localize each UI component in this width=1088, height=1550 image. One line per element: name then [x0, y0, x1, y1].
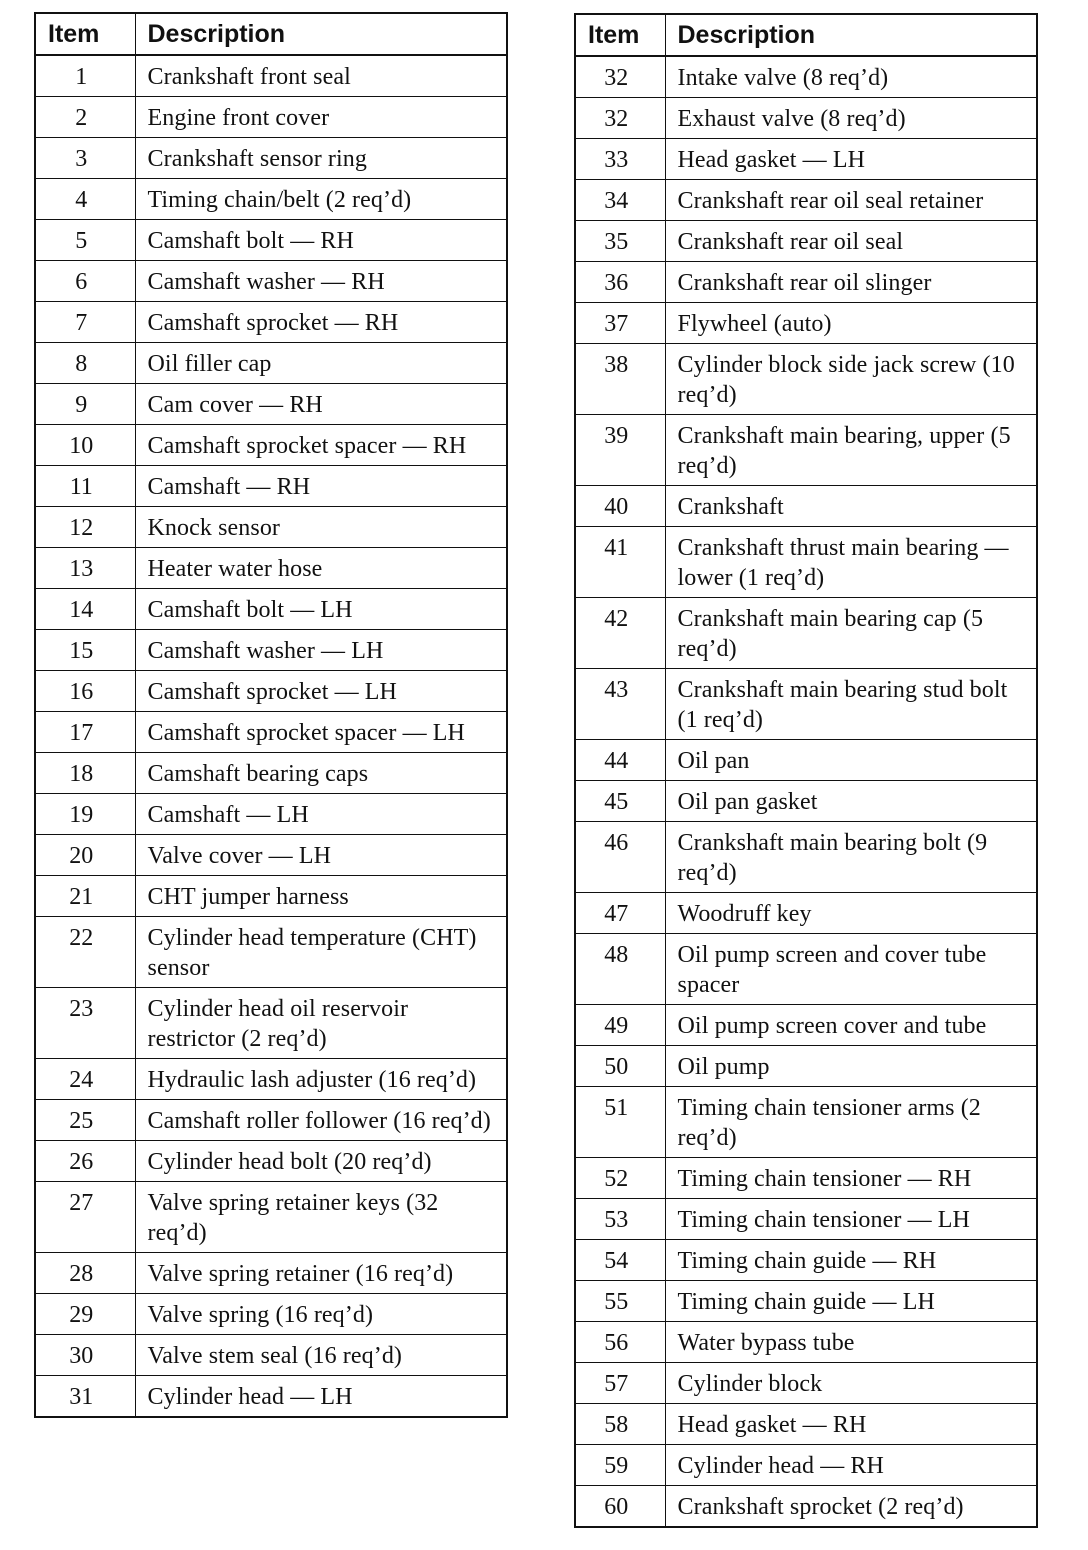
item-number: 39 — [575, 415, 665, 486]
item-number: 48 — [575, 934, 665, 1005]
table-row — [35, 589, 507, 630]
item-description: Camshaft sprocket — RH — [135, 302, 507, 343]
header-row — [35, 13, 507, 55]
item-description: Oil pump screen and cover tube spacer — [665, 934, 1037, 1005]
table-row — [575, 486, 1037, 527]
table-row — [575, 344, 1037, 415]
item-number: 22 — [35, 917, 135, 988]
table-row — [575, 1087, 1037, 1158]
table-row — [575, 1363, 1037, 1404]
table-row — [575, 221, 1037, 262]
item-description: Timing chain/belt (2 req’d) — [135, 179, 507, 220]
item-description: Exhaust valve (8 req’d) — [665, 98, 1037, 139]
item-description: Engine front cover — [135, 97, 507, 138]
item-number: 52 — [575, 1158, 665, 1199]
item-description: Oil pan gasket — [665, 781, 1037, 822]
table-row — [575, 669, 1037, 740]
item-number: 12 — [35, 507, 135, 548]
item-number: 7 — [35, 302, 135, 343]
item-description: Camshaft sprocket — LH — [135, 671, 507, 712]
item-description: Cylinder head — RH — [665, 1445, 1037, 1486]
item-description: Valve stem seal (16 req’d) — [135, 1335, 507, 1376]
table-row — [575, 740, 1037, 781]
item-description: Crankshaft front seal — [135, 55, 507, 97]
item-description: Camshaft — LH — [135, 794, 507, 835]
table-row — [575, 98, 1037, 139]
item-description: Valve spring retainer keys (32 req’d) — [135, 1182, 507, 1253]
item-number: 20 — [35, 835, 135, 876]
item-description: Cylinder head temperature (CHT) sensor — [135, 917, 507, 988]
description-column-header: Description — [135, 13, 507, 55]
table-row — [35, 671, 507, 712]
item-description: Crankshaft main bearing stud bolt (1 req’d) — [665, 669, 1037, 740]
item-description: Cylinder head bolt (20 req’d) — [135, 1141, 507, 1182]
item-description: Cylinder head oil reservoir restrictor (2 req’d) — [135, 988, 507, 1059]
item-number: 44 — [575, 740, 665, 781]
item-description: Heater water hose — [135, 548, 507, 589]
table-row — [35, 1335, 507, 1376]
table-row — [575, 180, 1037, 221]
table-row — [575, 1005, 1037, 1046]
parts-table-left — [34, 12, 508, 1418]
item-number: 5 — [35, 220, 135, 261]
item-description: Camshaft sprocket spacer — RH — [135, 425, 507, 466]
item-description: Crankshaft rear oil slinger — [665, 262, 1037, 303]
table-row — [575, 1322, 1037, 1363]
table-row — [35, 794, 507, 835]
item-number: 31 — [35, 1376, 135, 1418]
table-row — [575, 56, 1037, 98]
item-description: Flywheel (auto) — [665, 303, 1037, 344]
parts-list-right — [575, 56, 1037, 1527]
table-row — [575, 1486, 1037, 1528]
item-description: Crankshaft main bearing bolt (9 req’d) — [665, 822, 1037, 893]
table-row — [575, 781, 1037, 822]
item-description: Timing chain guide — RH — [665, 1240, 1037, 1281]
item-number: 25 — [35, 1100, 135, 1141]
table-row — [575, 934, 1037, 1005]
item-description: Knock sensor — [135, 507, 507, 548]
item-number: 46 — [575, 822, 665, 893]
item-number: 27 — [35, 1182, 135, 1253]
table-row — [35, 548, 507, 589]
item-description: CHT jumper harness — [135, 876, 507, 917]
table-row — [575, 139, 1037, 180]
item-number: 43 — [575, 669, 665, 740]
table-row — [575, 598, 1037, 669]
table-row — [575, 262, 1037, 303]
item-number: 54 — [575, 1240, 665, 1281]
item-number: 15 — [35, 630, 135, 671]
table-row — [35, 507, 507, 548]
item-number: 32 — [575, 56, 665, 98]
item-column-header: Item — [575, 14, 665, 56]
table-row — [35, 55, 507, 97]
table-row — [35, 988, 507, 1059]
item-number: 32 — [575, 98, 665, 139]
item-description: Crankshaft thrust main bearing — lower (1 req’d) — [665, 527, 1037, 598]
item-description: Crankshaft sensor ring — [135, 138, 507, 179]
item-number: 59 — [575, 1445, 665, 1486]
table-row — [35, 630, 507, 671]
item-number: 29 — [35, 1294, 135, 1335]
item-description: Cylinder block — [665, 1363, 1037, 1404]
item-description: Valve cover — LH — [135, 835, 507, 876]
item-description: Woodruff key — [665, 893, 1037, 934]
table-row — [575, 1199, 1037, 1240]
item-number: 40 — [575, 486, 665, 527]
item-number: 17 — [35, 712, 135, 753]
item-number: 13 — [35, 548, 135, 589]
table-row — [575, 1445, 1037, 1486]
table-row — [575, 527, 1037, 598]
item-number: 34 — [575, 180, 665, 221]
item-description: Cam cover — RH — [135, 384, 507, 425]
item-description: Cylinder block side jack screw (10 req’d) — [665, 344, 1037, 415]
item-number: 49 — [575, 1005, 665, 1046]
item-description: Intake valve (8 req’d) — [665, 56, 1037, 98]
item-number: 10 — [35, 425, 135, 466]
table-row — [35, 753, 507, 794]
item-description: Head gasket — LH — [665, 139, 1037, 180]
item-number: 47 — [575, 893, 665, 934]
table-row — [35, 302, 507, 343]
item-description: Camshaft roller follower (16 req’d) — [135, 1100, 507, 1141]
item-number: 58 — [575, 1404, 665, 1445]
item-description: Hydraulic lash adjuster (16 req’d) — [135, 1059, 507, 1100]
item-description: Crankshaft rear oil seal — [665, 221, 1037, 262]
table-row — [35, 1182, 507, 1253]
item-description: Oil pan — [665, 740, 1037, 781]
item-description: Oil filler cap — [135, 343, 507, 384]
table-row — [35, 1059, 507, 1100]
item-description: Head gasket — RH — [665, 1404, 1037, 1445]
item-description: Camshaft — RH — [135, 466, 507, 507]
item-description: Crankshaft main bearing, upper (5 req’d) — [665, 415, 1037, 486]
item-description: Crankshaft main bearing cap (5 req’d) — [665, 598, 1037, 669]
item-description: Camshaft washer — RH — [135, 261, 507, 302]
item-number: 56 — [575, 1322, 665, 1363]
table-row — [35, 384, 507, 425]
item-number: 4 — [35, 179, 135, 220]
item-number: 26 — [35, 1141, 135, 1182]
item-number: 42 — [575, 598, 665, 669]
item-number: 35 — [575, 221, 665, 262]
table-row — [575, 1281, 1037, 1322]
table-row — [35, 466, 507, 507]
item-number: 36 — [575, 262, 665, 303]
table-row — [35, 220, 507, 261]
item-description: Timing chain tensioner arms (2 req’d) — [665, 1087, 1037, 1158]
table-row — [575, 893, 1037, 934]
item-description: Timing chain tensioner — LH — [665, 1199, 1037, 1240]
item-column-header: Item — [35, 13, 135, 55]
item-number: 38 — [575, 344, 665, 415]
item-number: 41 — [575, 527, 665, 598]
header-row — [575, 14, 1037, 56]
table-row — [35, 1100, 507, 1141]
item-description: Oil pump screen cover and tube — [665, 1005, 1037, 1046]
item-description: Camshaft bearing caps — [135, 753, 507, 794]
table-row — [35, 1141, 507, 1182]
item-number: 57 — [575, 1363, 665, 1404]
item-description: Camshaft bolt — LH — [135, 589, 507, 630]
item-description: Timing chain tensioner — RH — [665, 1158, 1037, 1199]
table-row — [575, 1404, 1037, 1445]
item-number: 21 — [35, 876, 135, 917]
table-row — [575, 303, 1037, 344]
item-number: 2 — [35, 97, 135, 138]
item-number: 37 — [575, 303, 665, 344]
table-row — [35, 917, 507, 988]
item-number: 8 — [35, 343, 135, 384]
table-row — [35, 343, 507, 384]
table-row — [575, 1158, 1037, 1199]
item-description: Camshaft sprocket spacer — LH — [135, 712, 507, 753]
table-row — [35, 712, 507, 753]
item-number: 14 — [35, 589, 135, 630]
item-description: Valve spring retainer (16 req’d) — [135, 1253, 507, 1294]
item-description: Cylinder head — LH — [135, 1376, 507, 1418]
table-row — [575, 822, 1037, 893]
table-row — [35, 1253, 507, 1294]
item-description: Camshaft washer — LH — [135, 630, 507, 671]
item-number: 24 — [35, 1059, 135, 1100]
item-number: 3 — [35, 138, 135, 179]
table-row — [35, 425, 507, 466]
item-description: Crankshaft — [665, 486, 1037, 527]
item-number: 51 — [575, 1087, 665, 1158]
table-row — [35, 97, 507, 138]
item-number: 60 — [575, 1486, 665, 1528]
item-description: Oil pump — [665, 1046, 1037, 1087]
item-description: Valve spring (16 req’d) — [135, 1294, 507, 1335]
table-row — [35, 1294, 507, 1335]
item-number: 30 — [35, 1335, 135, 1376]
item-number: 16 — [35, 671, 135, 712]
item-description: Crankshaft rear oil seal retainer — [665, 180, 1037, 221]
item-number: 28 — [35, 1253, 135, 1294]
table-row — [35, 1376, 507, 1418]
item-number: 6 — [35, 261, 135, 302]
item-number: 55 — [575, 1281, 665, 1322]
table-row — [575, 1046, 1037, 1087]
item-number: 50 — [575, 1046, 665, 1087]
item-number: 19 — [35, 794, 135, 835]
item-description: Timing chain guide — LH — [665, 1281, 1037, 1322]
item-description: Water bypass tube — [665, 1322, 1037, 1363]
table-row — [35, 876, 507, 917]
item-number: 45 — [575, 781, 665, 822]
parts-list-left — [35, 55, 507, 1417]
table-row — [35, 261, 507, 302]
description-column-header: Description — [665, 14, 1037, 56]
item-number: 53 — [575, 1199, 665, 1240]
item-description: Camshaft bolt — RH — [135, 220, 507, 261]
table-row — [35, 179, 507, 220]
item-number: 18 — [35, 753, 135, 794]
parts-table-right — [574, 13, 1038, 1528]
table-row — [575, 415, 1037, 486]
table-row — [35, 138, 507, 179]
table-row — [35, 835, 507, 876]
table-row — [575, 1240, 1037, 1281]
item-description: Crankshaft sprocket (2 req’d) — [665, 1486, 1037, 1528]
item-number: 11 — [35, 466, 135, 507]
item-number: 1 — [35, 55, 135, 97]
item-number: 33 — [575, 139, 665, 180]
item-number: 9 — [35, 384, 135, 425]
item-number: 23 — [35, 988, 135, 1059]
